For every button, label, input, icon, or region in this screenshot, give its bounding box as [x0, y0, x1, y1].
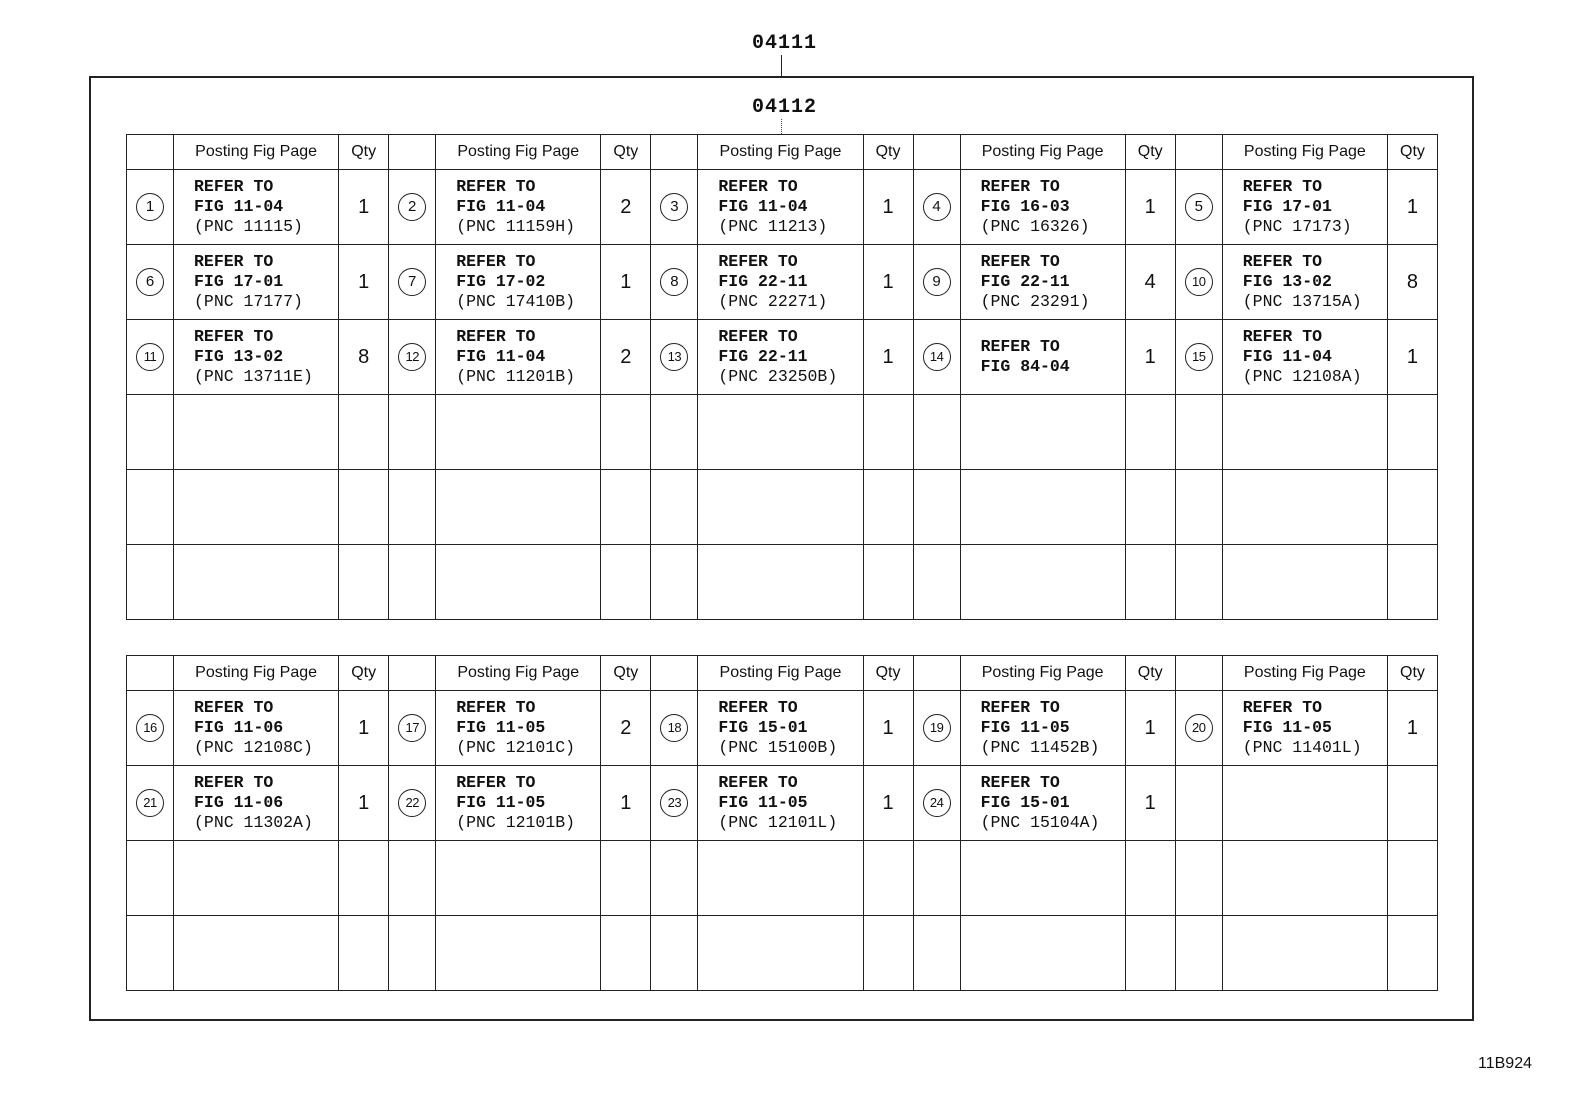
fig-page-ref: FIG 16-03 [980, 197, 1070, 216]
qty-cell: 1 [339, 691, 389, 766]
item-number-circle: 12 [398, 343, 426, 371]
header-qty: Qty [863, 656, 913, 691]
empty-cell [389, 841, 436, 916]
header-qty: Qty [601, 135, 651, 170]
fig-page-ref: FIG 11-04 [194, 197, 284, 216]
posting-ref-cell [960, 691, 1125, 766]
empty-cell [863, 545, 913, 620]
empty-cell [1222, 395, 1387, 470]
blank-row [127, 841, 1438, 916]
refer-to-text: REFER TO [456, 773, 536, 792]
empty-cell [1387, 395, 1437, 470]
empty-cell [913, 395, 960, 470]
header-number-cell [389, 135, 436, 170]
empty-cell [1125, 916, 1175, 991]
refer-to-text: REFER TO [980, 337, 1060, 356]
header-posting-fig-page: Posting Fig Page [174, 656, 339, 691]
qty-cell: 1 [1125, 766, 1175, 841]
item-number-circle: 11 [136, 343, 164, 371]
empty-cell [1125, 395, 1175, 470]
empty-cell [601, 916, 651, 991]
fig-page-ref: FIG 17-01 [1242, 197, 1332, 216]
header-posting-fig-page: Posting Fig Page [436, 135, 601, 170]
refer-to-text: REFER TO [980, 252, 1060, 271]
fig-page-ref: FIG 22-11 [980, 272, 1070, 291]
item-number-circle: 10 [1185, 268, 1213, 296]
item-number-cell [389, 691, 436, 766]
refer-to-text: REFER TO [1242, 698, 1322, 717]
refer-to-text: REFER TO [456, 698, 536, 717]
empty-cell [651, 545, 698, 620]
empty-cell [389, 916, 436, 991]
posting-ref-cell [174, 320, 339, 395]
pnc-code: (PNC 11452B) [980, 738, 1100, 757]
empty-cell [913, 841, 960, 916]
item-number-circle: 2 [398, 193, 426, 221]
empty-cell [960, 841, 1125, 916]
empty-cell [174, 395, 339, 470]
fig-page-ref: FIG 13-02 [194, 347, 284, 366]
item-number-circle: 15 [1185, 343, 1213, 371]
fig-page-ref: FIG 11-04 [1242, 347, 1332, 366]
empty-cell [1222, 841, 1387, 916]
empty-cell [436, 916, 601, 991]
fig-page-ref: FIG 11-05 [456, 793, 546, 812]
item-number-cell [389, 320, 436, 395]
item-number-cell [127, 170, 174, 245]
table-row [127, 170, 1438, 245]
pnc-code: (PNC 11159H) [456, 217, 576, 236]
fig-page-ref: FIG 11-04 [456, 347, 546, 366]
fig-page-ref: FIG 11-06 [194, 793, 284, 812]
qty-cell: 8 [339, 320, 389, 395]
empty-cell [436, 545, 601, 620]
qty-cell: 1 [339, 170, 389, 245]
refer-to-text: REFER TO [456, 252, 536, 271]
posting-ref-cell [174, 766, 339, 841]
fig-page-ref: FIG 11-05 [980, 718, 1070, 737]
item-number-cell [1175, 245, 1222, 320]
pnc-code: (PNC 12101B) [456, 813, 576, 832]
item-number-circle: 16 [136, 714, 164, 742]
fig-page-ref: FIG 11-06 [194, 718, 284, 737]
refer-to-text: REFER TO [718, 698, 798, 717]
posting-ref-cell [960, 245, 1125, 320]
posting-ref-cell [1222, 170, 1387, 245]
blank-row [127, 916, 1438, 991]
fig-page-ref: FIG 17-01 [194, 272, 284, 291]
qty-cell: 1 [1125, 691, 1175, 766]
header-number-cell [651, 135, 698, 170]
pnc-code: (PNC 12108C) [194, 738, 313, 757]
refer-to-text: REFER TO [980, 773, 1060, 792]
pnc-code: (PNC 11115) [194, 217, 303, 236]
posting-ref-cell [960, 320, 1125, 395]
empty-cell [913, 545, 960, 620]
empty-cell [436, 841, 601, 916]
posting-ref-cell [698, 766, 863, 841]
item-number-circle: 14 [923, 343, 951, 371]
header-number-cell [913, 656, 960, 691]
empty-cell [1175, 545, 1222, 620]
header-number-cell [913, 135, 960, 170]
qty-cell [1387, 766, 1437, 841]
header-qty: Qty [863, 135, 913, 170]
empty-cell [651, 841, 698, 916]
empty-cell [127, 395, 174, 470]
item-number-cell [1175, 170, 1222, 245]
fig-page-ref: FIG 15-01 [718, 718, 808, 737]
posting-ref-cell [436, 766, 601, 841]
item-number-cell [913, 170, 960, 245]
empty-cell [174, 470, 339, 545]
table-row [127, 691, 1438, 766]
fig-page-ref: FIG 13-02 [1242, 272, 1332, 291]
pnc-code: (PNC 12101C) [456, 738, 576, 757]
refer-to-text: REFER TO [194, 698, 274, 717]
pnc-code: (PNC 16326) [980, 217, 1090, 236]
refer-to-text: REFER TO [1242, 252, 1322, 271]
item-number-cell [651, 170, 698, 245]
fig-page-ref: FIG 11-05 [718, 793, 808, 812]
fig-page-ref: FIG 11-05 [1242, 718, 1332, 737]
item-number-cell [651, 691, 698, 766]
item-number-cell [127, 691, 174, 766]
header-number-cell [127, 135, 174, 170]
header-qty: Qty [1387, 135, 1437, 170]
fig-page-ref: FIG 15-01 [980, 793, 1070, 812]
empty-cell [127, 545, 174, 620]
refer-to-text: REFER TO [194, 252, 274, 271]
header-qty: Qty [1387, 656, 1437, 691]
inner-assembly-code: 04112 [752, 96, 818, 119]
header-number-cell [127, 656, 174, 691]
posting-ref-cell [174, 245, 339, 320]
item-number-circle: 4 [923, 193, 951, 221]
refer-to-text: REFER TO [194, 177, 274, 196]
qty-cell: 1 [863, 245, 913, 320]
pnc-code: (PNC 23250B) [718, 367, 838, 386]
empty-cell [1387, 470, 1437, 545]
pnc-code: (PNC 11213) [718, 217, 828, 236]
table-row [127, 245, 1438, 320]
qty-cell: 1 [863, 766, 913, 841]
item-number-cell [651, 766, 698, 841]
empty-cell [1387, 841, 1437, 916]
refer-to-text: REFER TO [980, 177, 1060, 196]
qty-cell: 1 [1125, 320, 1175, 395]
qty-cell: 8 [1387, 245, 1437, 320]
item-number-cell [1175, 320, 1222, 395]
item-number-cell [389, 245, 436, 320]
empty-cell [174, 916, 339, 991]
pnc-code: (PNC 13711E) [194, 367, 313, 386]
item-number-cell [1175, 766, 1222, 841]
empty-cell [913, 916, 960, 991]
empty-cell [436, 470, 601, 545]
refer-to-text: REFER TO [194, 773, 274, 792]
empty-cell [174, 545, 339, 620]
qty-cell: 1 [601, 766, 651, 841]
item-number-cell [913, 766, 960, 841]
pnc-code: (PNC 15104A) [980, 813, 1100, 832]
empty-cell [863, 470, 913, 545]
posting-ref-cell [698, 320, 863, 395]
empty-cell [960, 395, 1125, 470]
empty-cell [698, 545, 863, 620]
reference-table-2 [126, 655, 1438, 991]
empty-cell [698, 916, 863, 991]
qty-cell: 1 [1125, 170, 1175, 245]
posting-ref-cell [1222, 245, 1387, 320]
refer-to-text: REFER TO [1242, 177, 1322, 196]
refer-to-text: REFER TO [456, 177, 536, 196]
fig-page-ref: FIG 11-04 [456, 197, 546, 216]
posting-ref-cell [436, 245, 601, 320]
fig-page-ref: FIG 17-02 [456, 272, 546, 291]
item-number-circle: 8 [660, 268, 688, 296]
empty-cell [1222, 470, 1387, 545]
item-number-circle: 24 [923, 789, 951, 817]
qty-cell: 1 [1387, 691, 1437, 766]
empty-cell [1125, 545, 1175, 620]
empty-cell [651, 470, 698, 545]
empty-cell [339, 395, 389, 470]
outer-leader-line [781, 55, 782, 76]
item-number-cell [127, 766, 174, 841]
item-number-cell [651, 320, 698, 395]
header-number-cell [1175, 135, 1222, 170]
empty-cell [389, 545, 436, 620]
figure-id: 11B924 [1478, 1055, 1532, 1072]
posting-ref-cell [960, 766, 1125, 841]
fig-page-ref: FIG 11-04 [718, 197, 808, 216]
empty-cell [601, 841, 651, 916]
outer-assembly-code: 04111 [752, 32, 818, 55]
blank-row [127, 395, 1438, 470]
refer-to-text: REFER TO [1242, 327, 1322, 346]
empty-cell [1175, 841, 1222, 916]
pnc-code: (PNC 17177) [194, 292, 303, 311]
header-posting-fig-page: Posting Fig Page [960, 656, 1125, 691]
empty-cell [339, 545, 389, 620]
posting-ref-cell [436, 320, 601, 395]
item-number-cell [913, 691, 960, 766]
posting-ref-cell [436, 170, 601, 245]
item-number-cell [913, 245, 960, 320]
empty-cell [651, 916, 698, 991]
empty-cell [174, 841, 339, 916]
refer-to-text: REFER TO [718, 177, 798, 196]
qty-cell: 1 [339, 245, 389, 320]
empty-cell [1125, 470, 1175, 545]
item-number-circle: 3 [660, 193, 688, 221]
posting-ref-cell [960, 170, 1125, 245]
pnc-code: (PNC 12108A) [1242, 367, 1362, 386]
refer-to-text: REFER TO [194, 327, 274, 346]
empty-cell [960, 916, 1125, 991]
empty-cell [1387, 545, 1437, 620]
header-number-cell [389, 656, 436, 691]
qty-cell: 2 [601, 320, 651, 395]
item-number-circle: 20 [1185, 714, 1213, 742]
empty-cell [436, 395, 601, 470]
item-number-circle: 1 [136, 193, 164, 221]
fig-page-ref: FIG 11-05 [456, 718, 546, 737]
empty-cell [127, 916, 174, 991]
empty-cell [601, 470, 651, 545]
qty-cell: 4 [1125, 245, 1175, 320]
empty-cell [1222, 545, 1387, 620]
pnc-code: (PNC 17410B) [456, 292, 576, 311]
fig-page-ref: FIG 22-11 [718, 272, 808, 291]
item-number-cell [127, 320, 174, 395]
pnc-code: (PNC 11401L) [1242, 738, 1362, 757]
empty-cell [913, 470, 960, 545]
item-number-circle: 13 [660, 343, 688, 371]
empty-cell [1175, 470, 1222, 545]
empty-cell [1125, 841, 1175, 916]
empty-cell [389, 395, 436, 470]
item-number-circle: 18 [660, 714, 688, 742]
header-qty: Qty [339, 656, 389, 691]
empty-cell [863, 841, 913, 916]
pnc-code: (PNC 11201B) [456, 367, 576, 386]
header-qty: Qty [339, 135, 389, 170]
header-posting-fig-page: Posting Fig Page [174, 135, 339, 170]
qty-cell: 1 [339, 766, 389, 841]
qty-cell: 1 [863, 691, 913, 766]
header-qty: Qty [1125, 656, 1175, 691]
item-number-cell [389, 766, 436, 841]
header-posting-fig-page: Posting Fig Page [1222, 135, 1387, 170]
fig-page-ref: FIG 84-04 [980, 357, 1070, 376]
item-number-cell [1175, 691, 1222, 766]
empty-cell [1222, 916, 1387, 991]
pnc-code: (PNC 17173) [1242, 217, 1352, 236]
item-number-circle: 23 [660, 789, 688, 817]
header-qty: Qty [601, 656, 651, 691]
item-number-circle: 22 [398, 789, 426, 817]
header-posting-fig-page: Posting Fig Page [960, 135, 1125, 170]
refer-to-text: REFER TO [456, 327, 536, 346]
empty-cell [960, 470, 1125, 545]
refer-to-text: REFER TO [718, 773, 798, 792]
item-number-cell [651, 245, 698, 320]
blank-row [127, 545, 1438, 620]
empty-cell [1175, 395, 1222, 470]
inner-leader-line [781, 119, 782, 134]
empty-cell [863, 395, 913, 470]
refer-to-text: REFER TO [718, 252, 798, 271]
posting-ref-cell [698, 245, 863, 320]
posting-ref-cell [698, 170, 863, 245]
posting-ref-cell [174, 170, 339, 245]
item-number-circle: 9 [923, 268, 951, 296]
empty-cell [601, 395, 651, 470]
empty-cell [127, 470, 174, 545]
empty-cell [1175, 916, 1222, 991]
qty-cell: 1 [1387, 320, 1437, 395]
item-number-circle: 21 [136, 789, 164, 817]
posting-ref-cell [1222, 691, 1387, 766]
empty-cell [698, 395, 863, 470]
empty-cell [1387, 916, 1437, 991]
header-row [127, 135, 1438, 170]
pnc-code: (PNC 22271) [718, 292, 828, 311]
pnc-code: (PNC 23291) [980, 292, 1090, 311]
posting-ref-cell [698, 691, 863, 766]
header-posting-fig-page: Posting Fig Page [1222, 656, 1387, 691]
item-number-circle: 6 [136, 268, 164, 296]
pnc-code: (PNC 15100B) [718, 738, 838, 757]
table-row [127, 766, 1438, 841]
qty-cell: 1 [863, 320, 913, 395]
empty-cell [339, 470, 389, 545]
refer-to-text: REFER TO [980, 698, 1060, 717]
header-qty: Qty [1125, 135, 1175, 170]
header-row [127, 656, 1438, 691]
qty-cell: 1 [1387, 170, 1437, 245]
table-row [127, 320, 1438, 395]
posting-ref-cell [436, 691, 601, 766]
blank-row [127, 470, 1438, 545]
empty-cell [960, 545, 1125, 620]
item-number-circle: 7 [398, 268, 426, 296]
qty-cell: 2 [601, 170, 651, 245]
empty-cell [698, 841, 863, 916]
empty-cell [651, 395, 698, 470]
empty-cell [339, 841, 389, 916]
empty-cell [339, 916, 389, 991]
header-posting-fig-page: Posting Fig Page [698, 135, 863, 170]
item-number-cell [913, 320, 960, 395]
pnc-code: (PNC 13715A) [1242, 292, 1362, 311]
posting-ref-cell [1222, 320, 1387, 395]
empty-cell [601, 545, 651, 620]
pnc-code: (PNC 12101L) [718, 813, 838, 832]
qty-cell: 1 [601, 245, 651, 320]
refer-to-text: REFER TO [718, 327, 798, 346]
item-number-cell [127, 245, 174, 320]
item-number-circle: 19 [923, 714, 951, 742]
header-posting-fig-page: Posting Fig Page [436, 656, 601, 691]
item-number-circle: 5 [1185, 193, 1213, 221]
empty-cell [698, 470, 863, 545]
qty-cell: 2 [601, 691, 651, 766]
item-number-circle: 17 [398, 714, 426, 742]
empty-cell [863, 916, 913, 991]
qty-cell: 1 [863, 170, 913, 245]
fig-page-ref: FIG 22-11 [718, 347, 808, 366]
header-number-cell [651, 656, 698, 691]
posting-ref-cell [1222, 766, 1387, 841]
empty-cell [389, 470, 436, 545]
pnc-code: (PNC 11302A) [194, 813, 313, 832]
item-number-cell [389, 170, 436, 245]
empty-cell [127, 841, 174, 916]
posting-ref-cell [174, 691, 339, 766]
header-number-cell [1175, 656, 1222, 691]
reference-table-1 [126, 134, 1438, 620]
header-posting-fig-page: Posting Fig Page [698, 656, 863, 691]
